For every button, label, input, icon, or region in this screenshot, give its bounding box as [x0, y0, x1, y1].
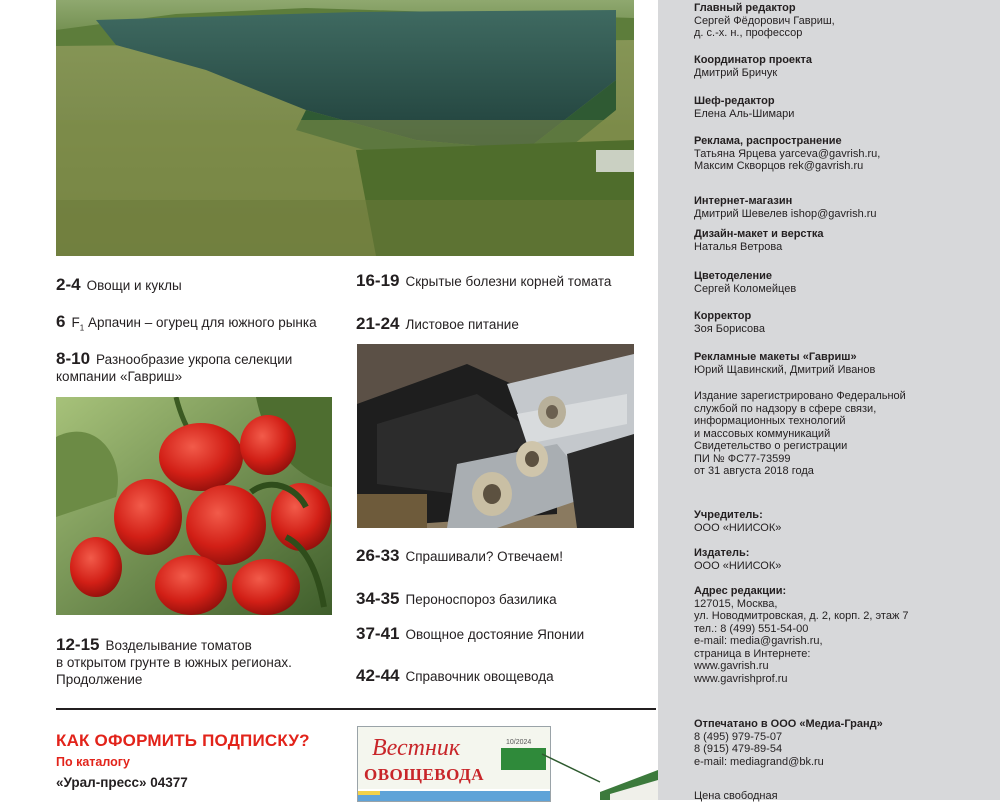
credit-line[interactable]: e-mail: media@gavrish.ru,: [694, 635, 823, 647]
toc-title: Овощи и куклы: [86, 278, 182, 293]
toc-title-subscript: 1: [79, 323, 85, 333]
toc-title: Овощное достояние Японии: [405, 627, 585, 642]
credit-heading: Рекламные макеты «Гавриш»: [694, 351, 857, 363]
credit-line: Елена Аль-Шимари: [694, 107, 795, 120]
toc-item-42-44[interactable]: [356, 667, 554, 685]
toc-item-26-33[interactable]: [356, 547, 563, 565]
credit-heading: Интернет-магазин: [694, 195, 793, 207]
credit-heading: Корректор: [694, 310, 752, 322]
credit-block: [694, 351, 994, 376]
credit-block: [694, 54, 994, 79]
credit-line: ул. Новодмитровская, д. 2, корп. 2, этаж 7: [694, 610, 909, 622]
credit-line: от 31 августа 2018 года: [694, 465, 814, 477]
credit-line: информационных технологий: [694, 415, 846, 427]
credit-line: Юрий Щавинский, Дмитрий Иванов: [694, 363, 876, 376]
credit-block: [694, 585, 994, 685]
toc-item-8-10[interactable]: [56, 350, 292, 385]
credit-line: Свидетельство о регистрации: [694, 440, 848, 452]
toc-title-line3: Продолжение: [56, 672, 143, 687]
credit-line: страница в Интернете:: [694, 647, 811, 660]
credit-line: Сергей Фёдорович Гавриш,: [694, 14, 835, 27]
credit-line[interactable]: Татьяна Ярцева yarceva@gavrish.ru,: [694, 147, 881, 160]
toc-title: Арпачин – огурец для южного рынка: [87, 315, 317, 330]
credit-line[interactable]: www.gavrishprof.ru: [694, 672, 788, 685]
credit-line: Цена свободная: [694, 790, 778, 802]
toc-title-prefix: F: [71, 315, 80, 330]
toc-item-37-41[interactable]: [356, 625, 584, 643]
credit-block: [694, 790, 994, 803]
credit-line[interactable]: www.gavrish.ru: [694, 660, 769, 672]
credit-block: [694, 509, 994, 534]
subscription-heading: КАК ОФОРМИТЬ ПОДПИСКУ?: [56, 731, 310, 750]
greenhouse-photo: [56, 0, 634, 256]
credit-heading: Отпечатано в ООО «Медиа-Гранд»: [694, 718, 883, 730]
credit-line: ПИ № ФС77-73599: [694, 452, 791, 465]
cover-logo-bottom: ОВОЩЕВОДА: [364, 765, 484, 784]
toc-title: Пероноспороз базилика: [405, 592, 557, 607]
toc-title: Спрашивали? Отвечаем!: [405, 549, 563, 564]
toc-item-16-19[interactable]: [356, 272, 611, 290]
toc-page-number: 26-33: [356, 546, 400, 565]
subscription-catalog-code: «Урал-пресс» 04377: [56, 775, 188, 790]
toc-title: Скрытые болезни корней томата: [405, 274, 612, 289]
credit-heading: Главный редактор: [694, 2, 796, 14]
credit-heading: Шеф-редактор: [694, 95, 775, 107]
toc-item-6[interactable]: [56, 313, 317, 337]
credit-block: [694, 270, 994, 295]
credit-block: [694, 718, 994, 768]
credit-line: Сергей Коломейцев: [694, 282, 797, 295]
toc-page-number: 8-10: [56, 349, 91, 368]
credit-heading: Координатор проекта: [694, 54, 813, 66]
toc-page-number: 2-4: [56, 275, 81, 294]
credit-line[interactable]: e-mail: mediagrand@bk.ru: [694, 755, 824, 768]
credit-heading: Адрес редакции:: [694, 585, 787, 597]
toc-page-number: 21-24: [356, 314, 400, 333]
credit-line: Дмитрий Бричук: [694, 66, 778, 79]
cover-pointer-line: [540, 752, 658, 800]
toc-page-number: 37-41: [356, 624, 400, 643]
subscription-catalog-label: По каталогу: [56, 755, 130, 769]
credit-line: ООО «НИИСОК»: [694, 559, 782, 572]
credit-heading: Цветоделение: [694, 270, 773, 282]
credit-block: [694, 547, 994, 572]
toc-item-34-35[interactable]: [356, 590, 557, 608]
credit-block: [694, 310, 994, 335]
credit-block: [694, 2, 994, 40]
credit-line: ООО «НИИСОК»: [694, 521, 782, 534]
credit-block: [694, 390, 994, 478]
credit-heading: Реклама, распространение: [694, 135, 842, 147]
cover-logo-top: Вестник: [372, 735, 461, 761]
credit-block: [694, 135, 994, 173]
toc-item-12-15[interactable]: [56, 636, 292, 688]
credit-line: д. с.-х. н., профессор: [694, 27, 803, 39]
credit-line: 127015, Москва,: [694, 597, 778, 610]
toc-page-number: 6: [56, 312, 66, 331]
toc-title: Справочник овощевода: [405, 669, 554, 684]
credit-line: Издание зарегистрировано Федеральной: [694, 390, 906, 402]
magazine-cover[interactable]: [357, 726, 551, 802]
toc-item-2-4[interactable]: [56, 276, 182, 294]
credit-block: [694, 228, 994, 253]
credit-line: Наталья Ветрова: [694, 240, 783, 253]
toc-page-number: 16-19: [356, 271, 400, 290]
credit-line: 8 (495) 979-75-07: [694, 730, 783, 743]
toc-page-number: 12-15: [56, 635, 100, 654]
toc-item-21-24[interactable]: [356, 315, 519, 333]
toc-title-line2: компании «Гавриш»: [56, 369, 183, 384]
credit-line[interactable]: Максим Скворцов rek@gavrish.ru: [694, 160, 864, 172]
toc-title: Разнообразие укропа селекции: [96, 352, 293, 367]
credit-heading: Дизайн-макет и верстка: [694, 228, 824, 240]
credit-line: тел.: 8 (499) 551-54-00: [694, 622, 809, 635]
tomato-photo: [56, 397, 332, 615]
credit-block: [694, 195, 994, 220]
section-divider: [56, 708, 656, 710]
credit-line: 8 (915) 479-89-54: [694, 743, 783, 755]
toc-page-number: 42-44: [356, 666, 400, 685]
credit-line: и массовых коммуникаций: [694, 427, 831, 440]
credit-heading: Издатель:: [694, 547, 750, 559]
credit-line: службой по надзору в сфере связи,: [694, 402, 877, 415]
credit-line: Зоя Борисова: [694, 322, 765, 335]
credit-block: [694, 95, 994, 120]
toc-title-line2: в открытом грунте в южных регионах.: [56, 655, 292, 670]
toc-title: Возделывание томатов: [105, 638, 252, 653]
credit-heading: Учредитель:: [694, 509, 763, 521]
toc-page-number: 34-35: [356, 589, 400, 608]
cover-yellow-bar: [358, 791, 380, 795]
cover-issue-number: 10/2024: [506, 739, 532, 746]
credit-line[interactable]: Дмитрий Шевелев ishop@gavrish.ru: [694, 207, 877, 220]
agrofabric-rolls-photo: [357, 344, 634, 528]
toc-title: Листовое питание: [405, 317, 519, 332]
